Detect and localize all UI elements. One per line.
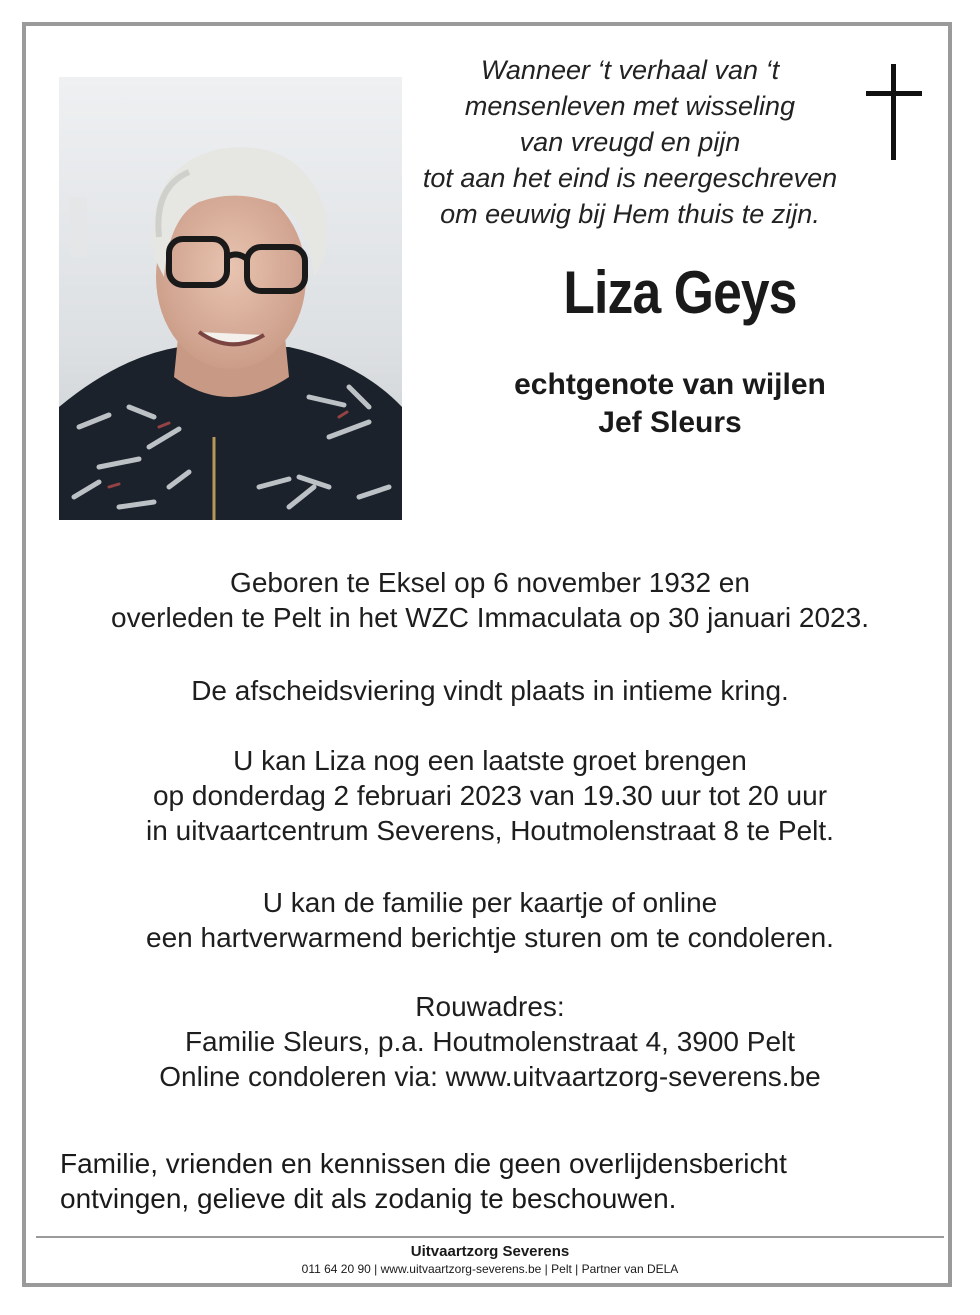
closing-line: ontvingen, gelieve dit als zodanig te beschouwen. xyxy=(60,1183,677,1214)
visitation-line: U kan Liza nog een laatste groet brengen xyxy=(233,745,747,776)
visitation-text xyxy=(40,743,940,848)
spouse-block xyxy=(430,366,910,442)
condolence-line: een hartverwarmend berichtje sturen om te condoleren. xyxy=(146,922,834,953)
deceased-name: Liza Geys xyxy=(563,259,797,326)
address-line: Familie Sleurs, p.a. Houtmolenstraat 4, 3900 Pelt xyxy=(184,1026,796,1057)
footer-divider xyxy=(36,1236,944,1238)
footer xyxy=(36,1243,944,1277)
cross-icon xyxy=(866,64,922,160)
condolence-text xyxy=(40,885,940,955)
funeral-firm-details: 011 64 20 90 | www.uitvaartzorg-severens.be | Pelt | Partner van DELA xyxy=(301,1262,679,1276)
online-condolence-line: Online condoleren via: www.uitvaartzorg-severens.be xyxy=(159,1061,821,1092)
address-block xyxy=(40,989,940,1094)
condolence-line: U kan de familie per kaartje of online xyxy=(262,887,718,918)
ceremony-text xyxy=(40,673,940,708)
poem-line: om eeuwig bij Hem thuis te zijn. xyxy=(440,199,820,229)
poem-line: Wanneer ‘t verhaal van ‘t xyxy=(480,55,780,85)
poem-line: van vreugd en pijn xyxy=(519,127,741,157)
birth-death-text xyxy=(40,565,940,635)
spouse-name: Jef Sleurs xyxy=(598,406,742,439)
death-line: overleden te Pelt in het WZC Immaculata op 30 januari 2023. xyxy=(111,602,869,633)
portrait-illustration xyxy=(59,77,402,520)
poem xyxy=(420,52,840,232)
address-heading: Rouwadres: xyxy=(415,991,565,1022)
poem-line: mensenleven met wisseling xyxy=(464,91,796,121)
funeral-firm-name: Uitvaartzorg Severens xyxy=(410,1243,570,1260)
portrait-photo xyxy=(59,77,402,520)
visitation-line: op donderdag 2 februari 2023 van 19.30 uur tot 20 uur xyxy=(152,780,828,811)
relation-label: echtgenote van wijlen xyxy=(514,368,826,401)
visitation-line: in uitvaartcentrum Severens, Houtmolenstraat 8 te Pelt. xyxy=(146,815,834,846)
closing-text xyxy=(60,1146,940,1216)
closing-line: Familie, vrienden en kennissen die geen overlijdensbericht xyxy=(60,1148,787,1179)
poem-line: tot aan het eind is neergeschreven xyxy=(422,163,838,193)
ceremony-line: De afscheidsviering vindt plaats in intieme kring. xyxy=(191,675,789,706)
birth-line: Geboren te Eksel op 6 november 1932 en xyxy=(230,567,750,598)
